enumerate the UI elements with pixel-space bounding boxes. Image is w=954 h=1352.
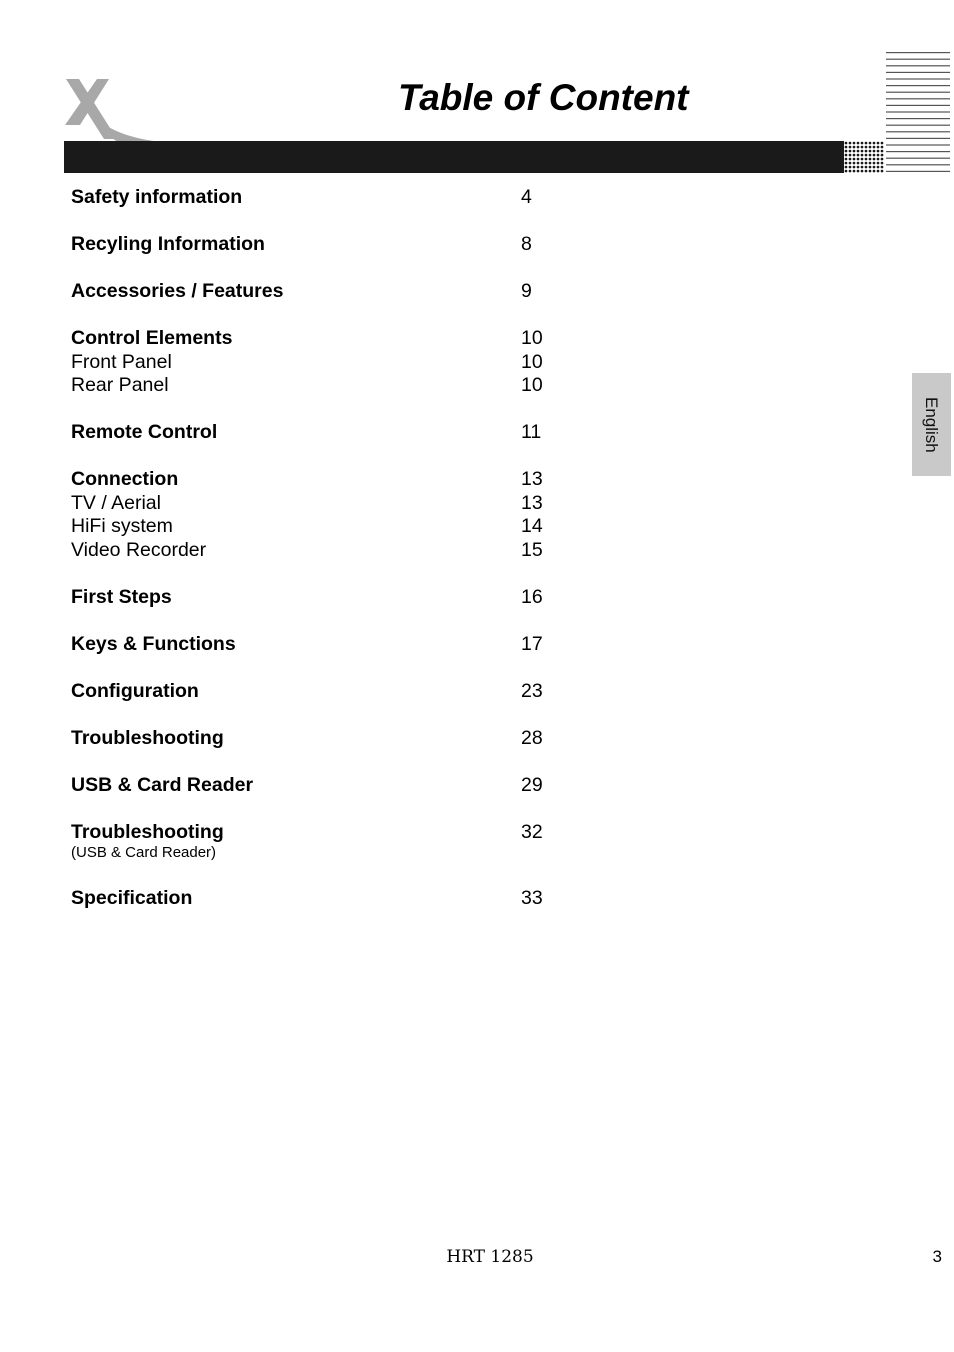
toc-entry-page: 14 — [521, 515, 543, 537]
toc-entry-label: Connection — [71, 468, 179, 490]
toc-entry-page: 32 — [521, 820, 543, 843]
toc-entry-page: 23 — [521, 679, 543, 702]
toc-entry-label: Control Elements — [71, 327, 233, 349]
toc-entry-page: 10 — [521, 327, 543, 349]
stripe-line — [886, 59, 950, 60]
toc-section — [71, 821, 571, 864]
stripe-line — [886, 72, 950, 73]
toc-entry — [71, 327, 571, 351]
toc-section — [71, 468, 571, 562]
toc-entry-label: Keys & Functions — [71, 632, 236, 655]
toc-entry-label: HiFi system — [71, 515, 173, 537]
stripe-line — [886, 98, 950, 99]
toc-entry-label: USB & Card Reader — [71, 773, 254, 796]
toc-section — [71, 233, 571, 257]
toc-entry-label: Front Panel — [71, 350, 172, 373]
toc-entry — [71, 233, 571, 257]
toc-entry — [71, 468, 571, 492]
toc-section — [71, 680, 571, 704]
toc-subentry — [71, 351, 571, 375]
toc-entry — [71, 774, 571, 798]
toc-subentry — [71, 539, 571, 563]
toc-section — [71, 774, 571, 798]
toc-entry-page: 8 — [521, 233, 532, 255]
toc-subentry — [71, 492, 571, 516]
toc-entry-label: Rear Panel — [71, 374, 169, 396]
toc-entry — [71, 421, 571, 445]
stripe-line — [886, 105, 950, 106]
stripe-line — [886, 131, 950, 132]
toc-entry-note: (USB & Card Reader) — [71, 844, 217, 861]
toc-entry-page: 9 — [521, 280, 532, 302]
toc-subentry — [71, 515, 571, 539]
header-bar — [64, 141, 884, 173]
toc-section — [71, 633, 571, 657]
toc-entry-label: Remote Control — [71, 421, 218, 443]
toc-entry-page: 4 — [521, 186, 532, 208]
toc-entry — [71, 280, 571, 304]
toc-entry-page: 10 — [521, 350, 543, 373]
language-tab-label: English — [922, 396, 941, 453]
stripe-line — [886, 78, 950, 79]
toc-entry — [71, 680, 571, 704]
page-number: 3 — [932, 1247, 942, 1266]
toc-section — [71, 586, 571, 610]
toc-entry-label: TV / Aerial — [71, 491, 161, 514]
toc-entry — [71, 633, 571, 657]
toc-entry-page: 16 — [521, 585, 543, 608]
table-of-contents — [71, 186, 571, 934]
x-logo-icon — [62, 76, 162, 142]
stripe-line — [886, 65, 950, 66]
stripe-line — [886, 118, 950, 119]
toc-entry-page: 33 — [521, 886, 543, 909]
toc-entry-label: Video Recorder — [71, 538, 207, 561]
toc-entry — [71, 821, 571, 845]
stripe-line — [886, 85, 950, 86]
toc-entry-page: 15 — [521, 538, 543, 561]
stripe-line — [886, 125, 950, 126]
toc-entry-label: Troubleshooting — [71, 726, 224, 749]
toc-section — [71, 280, 571, 304]
toc-entry-page: 28 — [521, 726, 543, 749]
stripe-line — [886, 151, 950, 152]
toc-entry-label: Recyling Information — [71, 233, 265, 255]
stripe-line — [886, 138, 950, 139]
toc-entry-label: Specification — [71, 886, 193, 909]
toc-entry-label: Configuration — [71, 679, 199, 702]
stripe-line — [886, 158, 950, 159]
stripe-line — [886, 92, 950, 93]
toc-entry — [71, 887, 571, 911]
footer-model-name: HRT 1285 — [446, 1247, 534, 1267]
language-tab — [912, 373, 951, 476]
toc-entry — [71, 727, 571, 751]
toc-entry-page: 10 — [521, 374, 543, 396]
toc-entry-page: 13 — [521, 491, 543, 514]
toc-section — [71, 887, 571, 911]
toc-entry-page: 17 — [521, 632, 543, 655]
toc-entry — [71, 586, 571, 610]
toc-section — [71, 186, 571, 210]
stripe-line — [886, 144, 950, 145]
toc-entry-page: 11 — [521, 421, 542, 443]
toc-section — [71, 327, 571, 398]
toc-subentry — [71, 374, 571, 398]
stripe-line — [886, 111, 950, 112]
toc-entry-label: Troubleshooting — [71, 820, 224, 843]
toc-entry-label: Safety information — [71, 186, 243, 208]
toc-section — [71, 421, 571, 445]
toc-entry — [71, 186, 571, 210]
stripe-line — [886, 52, 950, 53]
decorative-stripes — [886, 50, 950, 178]
stripe-line — [886, 164, 950, 165]
stripe-line — [886, 171, 950, 172]
toc-section — [71, 727, 571, 751]
page-title: Table of Content — [398, 77, 689, 118]
toc-entry-page: 29 — [521, 773, 543, 796]
toc-entry-label: First Steps — [71, 585, 172, 608]
toc-entry-label: Accessories / Features — [71, 280, 284, 302]
toc-entry-page: 13 — [521, 468, 543, 490]
